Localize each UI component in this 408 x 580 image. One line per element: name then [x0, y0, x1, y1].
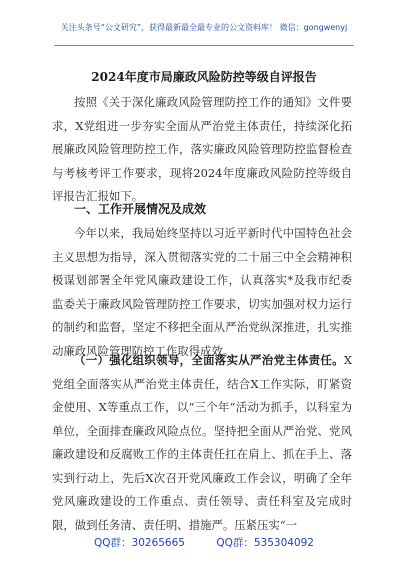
subsection-text: X党组全面落实从严治党主体责任，结合X工作实际，盯紧资金使用、X等重点工作，以“三个年”活动为抓手，以科室为单位，全面排查廉政风险点位。坚持把全面从严治党、党风廉政建设和反腐败工作的主体责任扛在肩上、抓在手上、落实到行动上，先后X次召开党风廉政工作会议，明确了全年党风廉政建设的工作重点、责任领导、责任科室及完成时限，做到任务清、责任明、措施严。压紧压实“一: [52, 353, 352, 532]
qq-group-2: QQ群：535304092: [216, 537, 314, 549]
qq-group-1: QQ群：30265665: [94, 537, 185, 549]
section-paragraph: 今年以来，我局始终坚持以习近平新时代中国特色社会主义思想为指导，深入贯彻落实党的二十届三中全会精神积极谋划部署全年党风廉政建设工作，认真落实*及我市纪委监委关于廉政风险管理防控工作要求，切实加强对权力运行的制约和监督，坚定不移把全面从严治党纵深推进，扎实推动廉政风险管理防控工作取得成效。: [52, 226, 352, 358]
intro-paragraph: 按照《关于深化廉政风险管理防控工作的通知》文件要求，X党组进一步夯实全面从严治党主体责任，持续深化拓展廉政风险管理防控工作，落实廉政风险管理防控监督检查与考核考评工作要求，现将2024年度廉政风险防控等级自评报告汇报如下。: [52, 95, 352, 203]
section-heading: 一、工作开展情况及成效: [74, 202, 207, 216]
page-header: 关注头条号“公文研究”，获得最新最全最专业的公文资料库！ 微信：gongwenyj: [60, 23, 348, 32]
subsection-heading: （一）强化组织领导，全面落实从严治党主体责任。: [74, 353, 344, 367]
subsection-paragraph: [52, 349, 352, 537]
page-footer: [0, 535, 408, 550]
header-divider: [54, 45, 354, 46]
document-title: 2024年度市局廉政风险防控等级自评报告: [91, 70, 317, 84]
